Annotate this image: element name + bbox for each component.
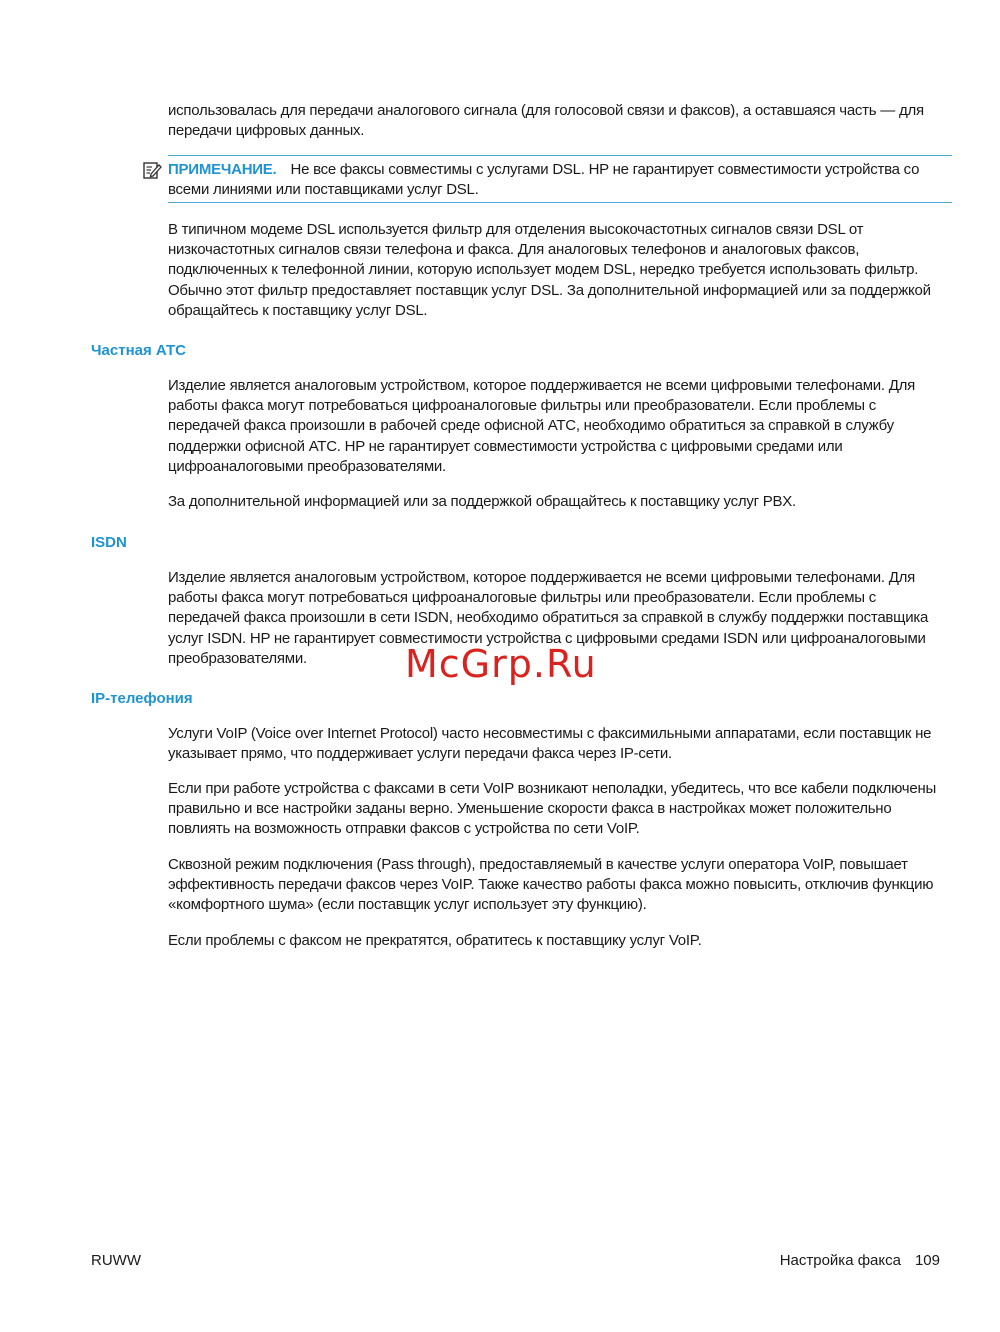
voip-paragraph-4: Если проблемы с факсом не прекратятся, обратитесь к поставщику услуг VoIP.	[168, 932, 702, 949]
page-number: 109	[914, 1252, 940, 1269]
voip-paragraph-1: Услуги VoIP (Voice over Internet Protocol) часто несовместимы с факсимильными аппаратами, если поставщик не указывает прямо, что поддерживает услуги передачи факса через IP-сети.	[168, 725, 932, 763]
pbx-paragraph-2: За дополнительной информацией или за поддержкой обращайтесь к поставщику услуг PBX.	[168, 493, 796, 510]
heading-voip: IP-телефония	[91, 690, 193, 707]
footer-section-title: Настройка факса	[779, 1252, 901, 1269]
voip-paragraph-3: Сквозной режим подключения (Pass through), предоставляемый в качестве услуги оператора VoIP, повышает эффективность передачи факсов через VoIP. Также качество работы факса можно повысить, отключив функцию «комфортного шума» (если поставщик услуг использует эту функцию).	[168, 856, 934, 914]
note-top-rule	[168, 155, 952, 156]
note-label: ПРИМЕЧАНИЕ.	[168, 161, 277, 178]
intro-paragraph: использовалась для передачи аналогового сигнала (для голосовой связи и факсов), а оставшаяся часть — для передачи цифровых данных.	[168, 102, 924, 140]
isdn-paragraph-1: Изделие является аналоговым устройством, которое поддерживается не всеми цифровыми телефонами. Для работы факса могут потребоваться цифроаналоговые фильтры или преобразователи. Если проблемы с передачей факса произошли в сети ISDN, необходимо обратиться за справкой в службу поддержки поставщика услуг ISDN. HP не гарантирует совместимости устройства с цифровыми средами ISDN или цифроаналоговыми преобразователями.	[168, 569, 929, 667]
pbx-paragraph-1: Изделие является аналоговым устройством, которое поддерживается не всеми цифровыми телефонами. Для работы факса могут потребоваться цифроаналоговые фильтры или преобразователи. Если проблемы с передачей факса произошли в рабочей среде офисной АТС, необходимо обратиться за справкой в службу поддержки офисной АТС. HP не гарантирует совместимости устройства с цифровыми средами или цифроаналоговыми преобразователями.	[168, 377, 916, 475]
heading-isdn: ISDN	[91, 534, 127, 551]
note-icon	[142, 160, 162, 180]
note-bottom-rule	[168, 202, 952, 203]
footer-page-info	[780, 1252, 940, 1269]
watermark: McGrp.Ru	[405, 642, 597, 686]
dsl-paragraph: В типичном модеме DSL используется фильтр для отделения высокочастотных сигналов связи DSL от низкочастотных сигналов связи телефона и факса. Для аналоговых телефонов и аналоговых факсов, подключенных к телефонной линии, которую использует модем DSL, нередко требуется использовать фильтр. Обычно этот фильтр предоставляет поставщик услуг DSL. За дополнительной информацией или за поддержкой обращайтесь к поставщику услуг DSL.	[168, 221, 931, 319]
note-text: Не все факсы совместимы с услугами DSL. HP не гарантирует совместимости устройства со всеми линиями или поставщиками услуг DSL.	[168, 161, 920, 199]
footer-doc-code: RUWW	[91, 1252, 141, 1269]
note-text-block	[168, 160, 958, 200]
voip-paragraph-2: Если при работе устройства с факсами в сети VoIP возникают неполадки, убедитесь, что все кабели подключены правильно и все настройки заданы верно. Уменьшение скорости факса в настройках может положительно повлиять на возможность отправки факсов с устройства по сети VoIP.	[168, 780, 937, 838]
heading-pbx: Частная АТС	[91, 342, 186, 359]
